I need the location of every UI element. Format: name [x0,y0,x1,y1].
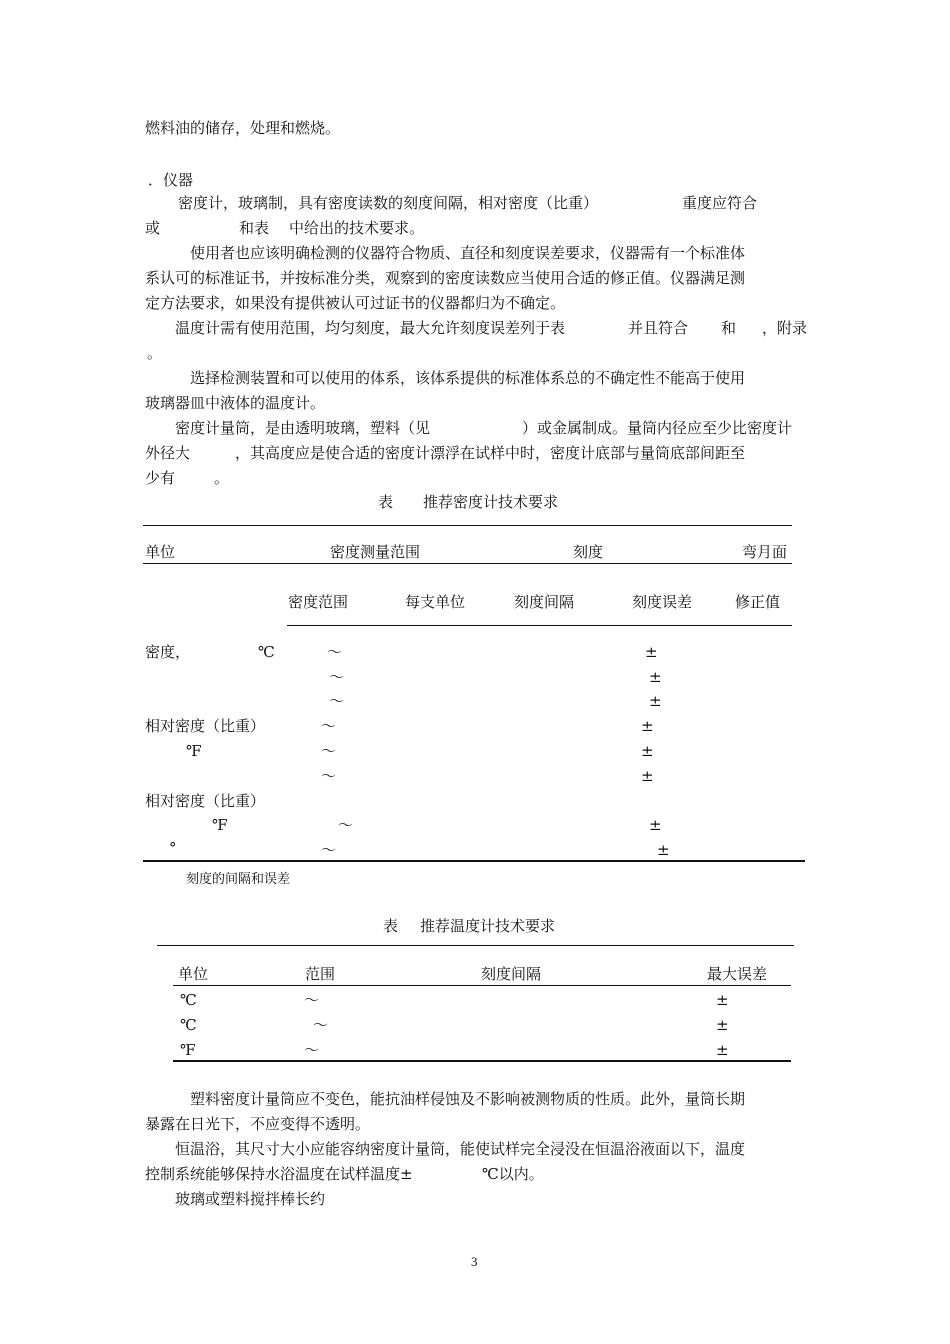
table2-header-scale-interval: 刻度间隔 [481,965,542,983]
table1-row-deg: ℃ [258,643,275,661]
p7-line2-a: 控制系统能够保持水浴温度在试样温度± [145,1165,413,1183]
table1-header-per-unit: 每支单位 [405,593,466,611]
table1-row-error: ± [641,742,654,760]
p5-line2-a: 外径大 [145,444,191,462]
table1-row-deg: ℉ [212,816,228,834]
table1-header-scale-error: 刻度误差 [632,593,693,611]
intro-line: 燃料油的储存，处理和燃烧。 [145,119,341,137]
table1-row-range: ～ [329,692,345,710]
p3-line1-b: 并且符合 [628,319,689,337]
p1-line2-b: 和表 [239,219,270,237]
p1-line1-b: 重度应符合 [682,194,758,212]
table1-header-range-group: 密度测量范围 [330,543,421,561]
table1-row-range: ～ [321,742,337,760]
table1-row-range: ～ [321,841,337,859]
p5-line3-b: 。 [214,469,230,487]
table1-top-rule [143,525,792,526]
table2-row-error: ± [716,991,729,1009]
table1-row-error: ± [645,643,658,661]
table1-caption-label: 表 [378,493,394,511]
p2-line3: 定方法要求，如果没有提供被认可过证书的仪器都归为不确定。 [145,294,566,312]
table1-bottom-rule [143,860,805,862]
table2-header-rule [173,985,791,986]
table2-row-range: ～ [304,991,320,1009]
p2-line1: 使用者也应该明确检测的仪器符合物质、直径和刻度误差要求，仪器需有一个标准体 [190,244,746,262]
table1-row-deg: ℉ [186,742,202,760]
p3-line1-a: 温度计需有使用范围，均匀刻度，最大允许刻度误差列于表 [175,319,566,337]
table2-header-range: 范围 [305,965,336,983]
table1-row-error: ± [641,767,654,785]
table1-row-error: ± [649,668,662,686]
p8-line1: 玻璃或塑料搅拌棒长约 [175,1190,326,1208]
table2-top-rule [157,945,794,946]
table2-row-error: ± [716,1016,729,1034]
table2-row-unit: ℃ [180,991,197,1009]
table1-row-unit: 密度， [145,643,191,661]
table1-row-error: ± [657,841,670,859]
p1-line2-c: 中给出的技术要求。 [289,219,425,237]
p6-line2: 暴露在日光下，不应变得不透明。 [145,1115,371,1133]
table1-row-range: ～ [321,767,337,785]
table1-row-unit: 相对密度（比重） [145,792,266,810]
table2-caption: 推荐温度计技术要求 [420,917,556,935]
p3-line1-d: ，附录 [762,319,808,337]
table2-row-error: ± [716,1041,729,1059]
table2-row-range: ～ [313,1016,329,1034]
table2-row-range: ～ [304,1041,320,1059]
table2-header-max-error: 最大误差 [707,965,768,983]
table2-row-unit: ℃ [180,1016,197,1034]
table1-row-error: ± [641,717,654,735]
table2-row-unit: ℉ [180,1041,196,1059]
table1-subheader-rule [287,625,792,626]
table1-row-range: ～ [329,668,345,686]
p2-line2: 系认可的标准证书，并按标准分类，观察到的密度读数应当使用合适的修正值。仪器满足测 [145,269,746,287]
p5-line3-a: 少有 [145,469,176,487]
table1-row-error: ± [649,816,662,834]
p1-line1-a: 密度计，玻璃制，具有密度读数的刻度间隔，相对密度（比重） [178,194,599,212]
p7-line2-b: ℃以内。 [482,1165,544,1183]
table1-row-range: ～ [327,643,343,661]
table1-row-range: ～ [338,816,354,834]
p5-line1-a: 密度计量筒，是由透明玻璃，塑料（见 [175,419,431,437]
table1-row-deg: ° [169,839,177,857]
table1-row-error: ± [649,692,662,710]
table1-row-range: ～ [321,717,337,735]
p4-line1: 选择检测装置和可以使用的体系，该体系提供的标准体系总的不确定性不能高于使用 [190,369,746,387]
table1-header-scale-group: 刻度 [573,543,604,561]
table1-header-density-range: 密度范围 [288,593,349,611]
table1-row-unit: 相对密度（比重） [145,717,266,735]
p5-line2-b: ，其高度应是使合适的密度计漂浮在试样中时，密度计底部与量筒底部间距至 [235,444,746,462]
p3-line1-c: 和 [721,319,737,337]
page-number: 3 [471,1254,478,1269]
table1-header-unit: 单位 [145,543,176,561]
p1-line2-a: 或 [145,219,161,237]
table2-header-unit: 单位 [178,965,209,983]
table2-bottom-rule [173,1060,791,1062]
p7-line1: 恒温浴，其尺寸大小应能容纳密度计量筒，能使试样完全浸没在恒温浴液面以下，温度 [175,1140,746,1158]
p6-line1: 塑料密度计量筒应不变色，能抗油样侵蚀及不影响被测物质的性质。此外，量筒长期 [190,1090,746,1108]
p4-line2: 玻璃器皿中液体的温度计。 [145,394,326,412]
table2-caption-label: 表 [383,917,399,935]
table1-caption: 推荐密度计技术要求 [423,493,559,511]
p3-line2: 。 [147,344,163,362]
p5-line1-b: ）或金属制成。量筒内径应至少比密度计 [522,419,793,437]
section-title: ．仪器 [148,171,194,189]
table1-footnote: 刻度的间隔和误差 [186,872,291,887]
table1-header-meniscus-group: 弯月面 [742,543,788,561]
table1-header-correction: 修正值 [735,593,781,611]
table1-header-scale-interval: 刻度间隔 [514,593,575,611]
table1-header-rule [143,563,792,564]
